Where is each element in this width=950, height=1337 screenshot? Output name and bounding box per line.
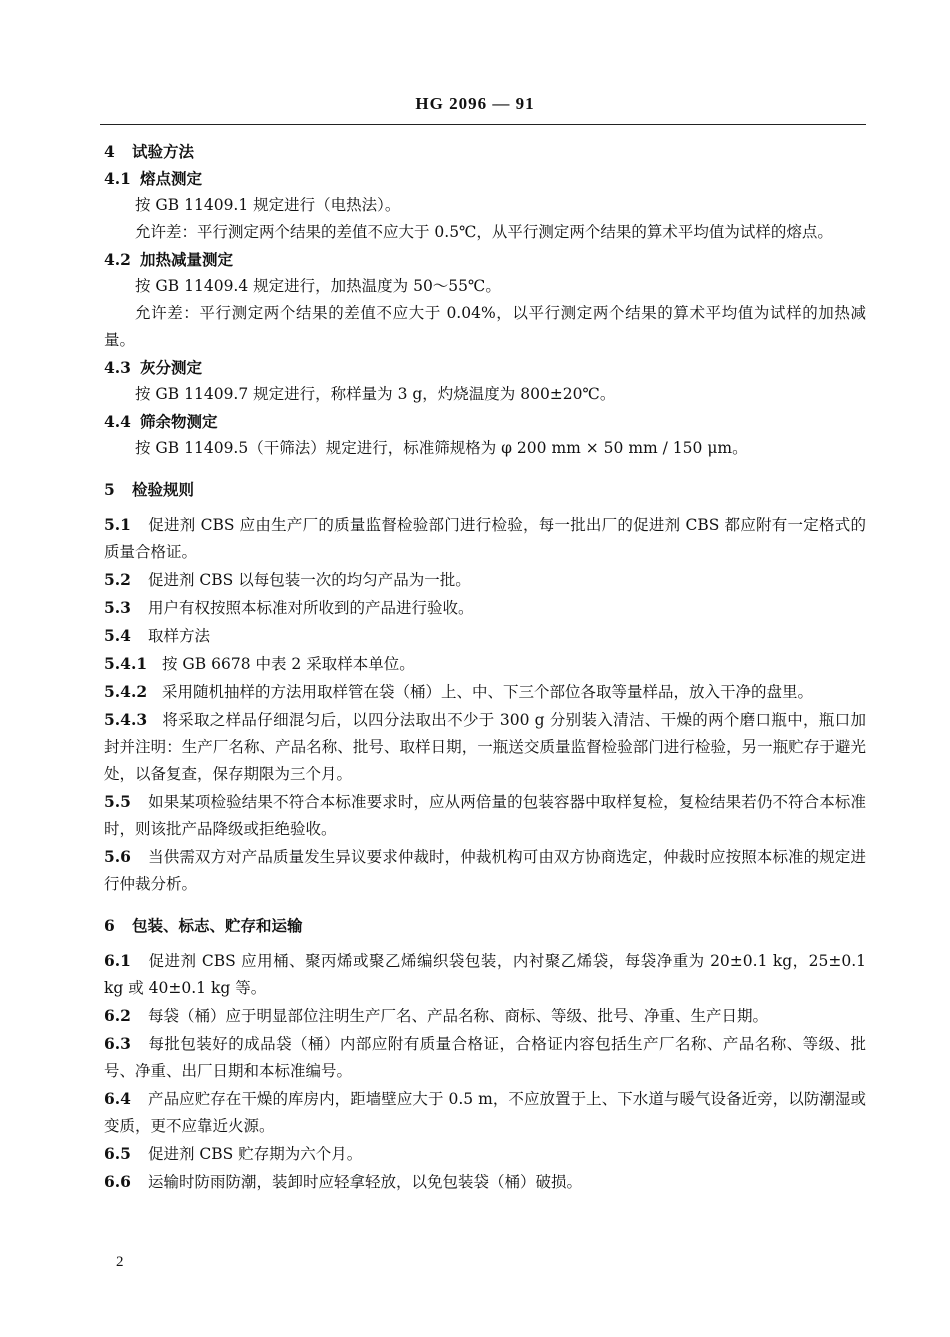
clause-text: 如果某项检验结果不符合本标准要求时，应从两倍量的包装容器中取样复检，复检结果若仍不符合本标准时，则该批产品降级或拒绝验收。 (104, 793, 866, 838)
paragraph: 允许差：平行测定两个结果的差值不应大于 0.04%，以平行测定两个结果的算术平均值为试样的加热减量。 (104, 304, 866, 349)
clause-number: 5.3 (104, 598, 131, 617)
clause-4-1-heading (104, 165, 866, 192)
clause-5-3 (104, 594, 866, 622)
paragraph: 按 GB 11409.5（干筛法）规定进行，标准筛规格为 φ 200 mm × 50 mm / 150 μm。 (135, 439, 748, 457)
clause-text: 每袋（桶）应于明显部位注明生产厂名、产品名称、商标、等级、批号、净重、生产日期。 (148, 1007, 769, 1025)
clause-5-1 (104, 511, 866, 566)
clause-title: 熔点测定 (140, 169, 203, 188)
clause-text: 按 GB 6678 中表 2 采取样本单位。 (162, 655, 415, 673)
section-5-heading (104, 476, 866, 503)
clause-6-4 (104, 1085, 866, 1140)
section-4-heading (104, 138, 866, 165)
clause-5-4 (104, 622, 866, 650)
clause-number: 4.3 (104, 358, 131, 377)
clause-4-4-heading (104, 408, 866, 435)
clause-title: 取样方法 (148, 627, 211, 645)
clause-number: 6.6 (104, 1172, 131, 1191)
clause-number: 5.5 (104, 792, 131, 811)
clause-5-5 (104, 788, 866, 843)
clause-number: 4.4 (104, 412, 131, 431)
clause-4-2-heading (104, 246, 866, 273)
clause-title: 筛余物测定 (140, 412, 218, 431)
section-title: 检验规则 (132, 480, 195, 499)
clause-5-2 (104, 566, 866, 594)
clause-text: 运输时防雨防潮，装卸时应轻拿轻放，以免包装袋（桶）破损。 (148, 1173, 583, 1191)
clause-text: 每批包装好的成品袋（桶）内部应附有质量合格证，合格证内容包括生产厂名称、产品名称、等级、批号、净重、出厂日期和本标准编号。 (104, 1035, 866, 1080)
clause-number: 4.1 (104, 169, 131, 188)
section-title: 包装、标志、贮存和运输 (132, 916, 303, 935)
clause-number: 5.2 (104, 570, 131, 589)
clause-6-1 (104, 947, 866, 1002)
clause-6-6 (104, 1168, 866, 1196)
clause-number: 5.6 (104, 847, 131, 866)
clause-text: 产品应贮存在干燥的库房内，距墙壁应大于 0.5 m，不应放置于上、下水道与暖气设备近旁，以防潮湿或变质，更不应靠近火源。 (104, 1090, 866, 1135)
section-number: 6 (104, 916, 115, 935)
paragraph: 按 GB 11409.7 规定进行，称样量为 3 g，灼烧温度为 800±20℃。 (135, 385, 616, 403)
clause-number: 6.3 (104, 1034, 131, 1053)
clause-title: 灰分测定 (140, 358, 203, 377)
clause-6-3 (104, 1030, 866, 1085)
clause-text: 促进剂 CBS 应用桶、聚丙烯或聚乙烯编织袋包装，内衬聚乙烯袋，每袋净重为 20±0.1 kg，25±0.1 kg 或 40±0.1 kg 等。 (104, 952, 866, 997)
clause-number: 4.2 (104, 250, 131, 269)
clause-text: 促进剂 CBS 贮存期为六个月。 (148, 1145, 363, 1163)
page-number: 2 (116, 1254, 124, 1270)
clause-5-4-1 (104, 650, 866, 678)
clause-text: 用户有权按照本标准对所收到的产品进行验收。 (148, 599, 474, 617)
paragraph: 按 GB 11409.1 规定进行（电热法）。 (135, 196, 401, 214)
paragraph: 按 GB 11409.4 规定进行，加热温度为 50～55℃。 (135, 277, 501, 295)
document-body (104, 138, 866, 1196)
clause-5-4-2 (104, 678, 866, 706)
section-number: 4 (104, 142, 115, 161)
clause-number: 5.1 (104, 515, 131, 534)
clause-number: 5.4.2 (104, 682, 148, 701)
section-6-heading (104, 912, 866, 939)
clause-number: 5.4.3 (104, 710, 148, 729)
clause-number: 6.1 (104, 951, 131, 970)
section-number: 5 (104, 480, 115, 499)
clause-text: 促进剂 CBS 以每包装一次的均匀产品为一批。 (148, 571, 471, 589)
clause-number: 6.5 (104, 1144, 131, 1163)
section-title: 试验方法 (132, 142, 195, 161)
clause-6-5 (104, 1140, 866, 1168)
clause-5-6 (104, 843, 866, 898)
clause-4-3-heading (104, 354, 866, 381)
header-rule (100, 124, 866, 125)
clause-text: 促进剂 CBS 应由生产厂的质量监督检验部门进行检验，每一批出厂的促进剂 CBS 都应附有一定格式的质量合格证。 (104, 516, 866, 561)
clause-number: 5.4 (104, 626, 131, 645)
clause-6-2 (104, 1002, 866, 1030)
clause-number: 6.4 (104, 1089, 131, 1108)
clause-number: 6.2 (104, 1006, 131, 1025)
clause-text: 采用随机抽样的方法用取样管在袋（桶）上、中、下三个部位各取等量样品，放入干净的盘里。 (162, 683, 814, 701)
clause-text: 当供需双方对产品质量发生异议要求仲裁时，仲裁机构可由双方协商选定，仲裁时应按照本标准的规定进行仲裁分析。 (104, 848, 866, 893)
standard-header: HG 2096 — 91 (415, 94, 535, 113)
clause-5-4-3 (104, 706, 866, 788)
paragraph: 允许差：平行测定两个结果的差值不应大于 0.5℃，从平行测定两个结果的算术平均值为试样的熔点。 (135, 223, 833, 241)
clause-title: 加热减量测定 (140, 250, 234, 269)
clause-number: 5.4.1 (104, 654, 148, 673)
clause-text: 将采取之样品仔细混匀后，以四分法取出不少于 300 g 分别装入清洁、干燥的两个磨口瓶中，瓶口加封并注明：生产厂名称、产品名称、批号、取样日期，一瓶送交质量监督检验部门进行检验，另一瓶贮存于避光处，以备复查，保存期限为三个月。 (104, 711, 866, 783)
